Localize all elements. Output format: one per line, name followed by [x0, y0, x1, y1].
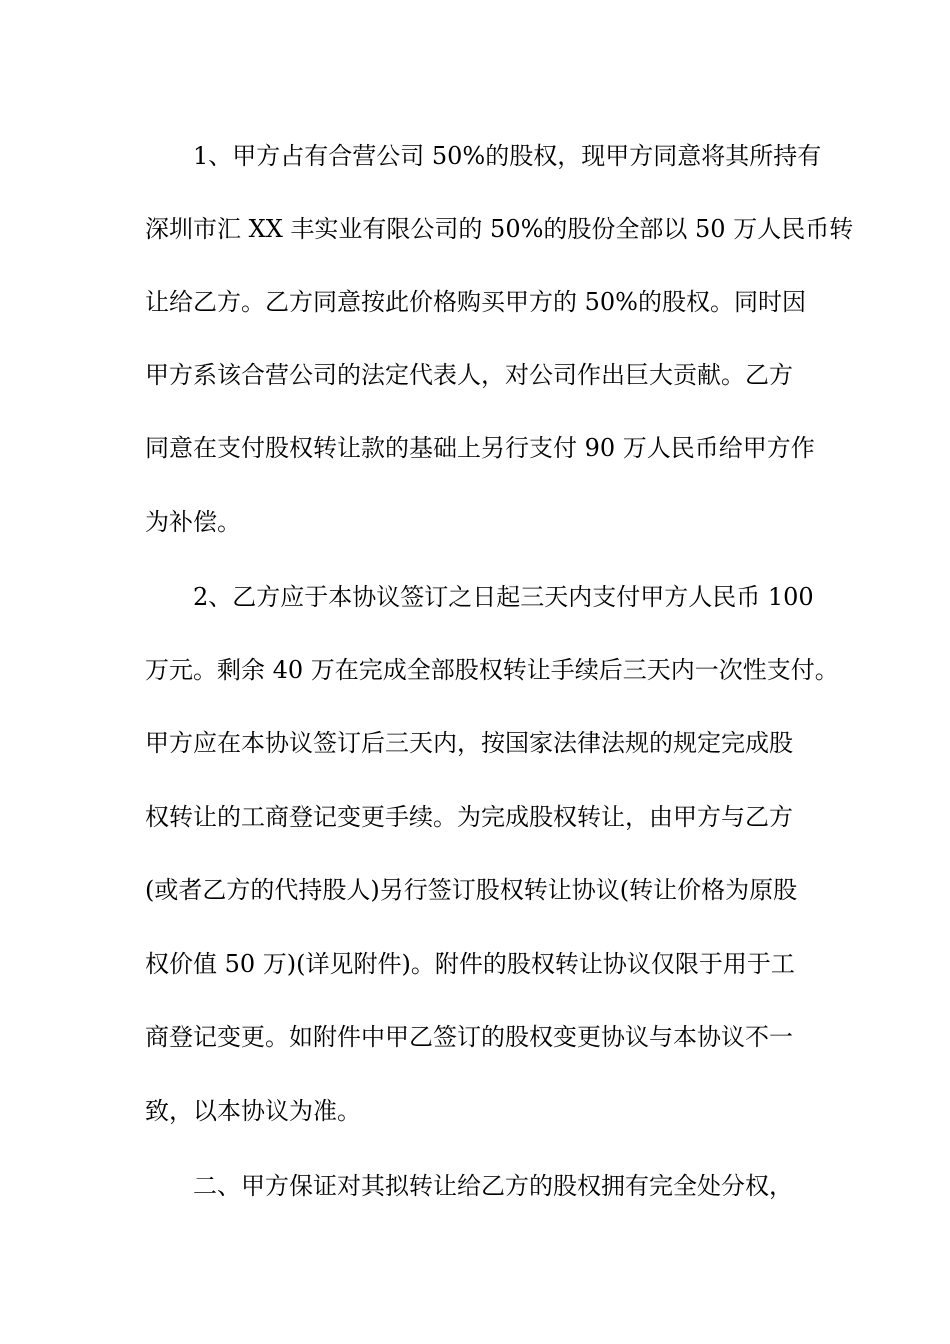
paragraph-2-line-7: 商登记变更。如附件中甲乙签订的股权变更协议与本协议不一 [145, 1023, 793, 1051]
paragraph-3-line-1: 二、甲方保证对其拟转让给乙方的股权拥有完全处分权， [193, 1172, 793, 1200]
paragraph-1-line-6: 为补偿。 [145, 508, 241, 536]
paragraph-2-line-2: 万元。剩余 40 万在完成全部股权转让手续后三天内一次性支付。 [145, 656, 839, 684]
paragraph-2-line-3: 甲方应在本协议签订后三天内，按国家法律法规的规定完成股 [145, 729, 793, 757]
paragraph-2-line-1: 2、乙方应于本协议签订之日起三天内支付甲方人民币 100 [193, 583, 814, 611]
paragraph-1-line-3: 让给乙方。乙方同意按此价格购买甲方的 50%的股权。同时因 [145, 288, 806, 316]
paragraph-1-line-2: 深圳市汇 XX 丰实业有限公司的 50%的股份全部以 50 万人民币转 [145, 215, 854, 243]
paragraph-2-line-6: 权价值 50 万)(详见附件)。附件的股权转让协议仅限于用于工 [145, 950, 795, 978]
paragraph-1-line-1: 1、甲方占有合营公司 50%的股权，现甲方同意将其所持有 [193, 142, 822, 170]
paragraph-1-line-4: 甲方系该合营公司的法定代表人，对公司作出巨大贡献。乙方 [145, 361, 793, 389]
paragraph-1-line-5: 同意在支付股权转让款的基础上另行支付 90 万人民币给甲方作 [145, 434, 815, 462]
paragraph-2-line-8: 致，以本协议为准。 [145, 1097, 361, 1125]
paragraph-2-line-4: 权转让的工商登记变更手续。为完成股权转让，由甲方与乙方 [145, 803, 793, 831]
paragraph-2-line-5: (或者乙方的代持股人)另行签订股权转让协议(转让价格为原股 [145, 876, 798, 904]
